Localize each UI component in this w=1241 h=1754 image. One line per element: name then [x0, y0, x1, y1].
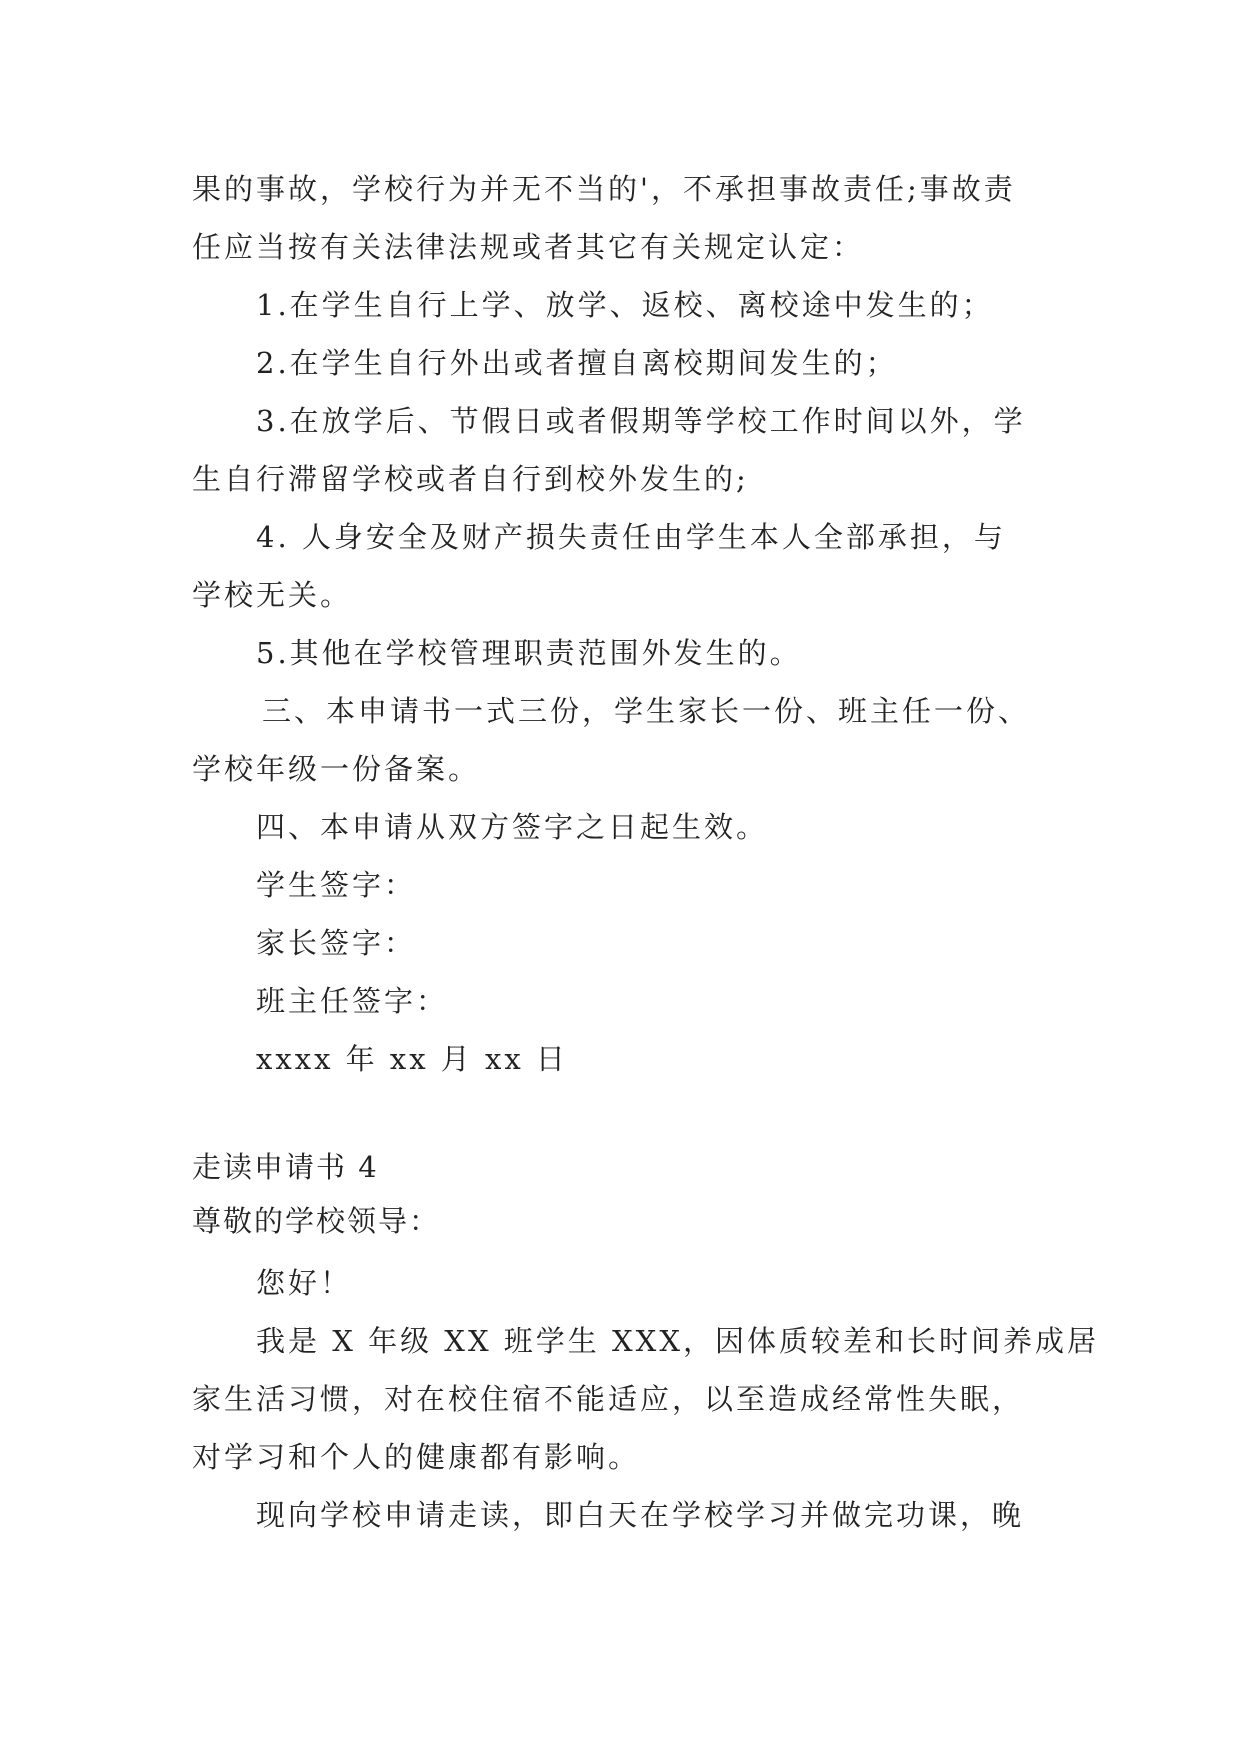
- list-item: 5.其他在学校管理职责范围外发生的。: [256, 636, 802, 670]
- title-gap: [192, 1188, 1052, 1200]
- list-item: 2.在学生自行外出或者擅自离校期间发生的；: [256, 346, 898, 380]
- teacher-signature-label: 班主任签字：: [256, 984, 449, 1018]
- letter-body-line: 对学习和个人的健康都有影响。: [192, 1440, 641, 1474]
- list-item-continuation: 生自行滞留学校或者自行到校外发生的;: [192, 462, 749, 496]
- section-gap: [192, 1088, 1052, 1146]
- section-three-line: 三、本申请书一式三份，学生家长一份、班主任一份、: [262, 694, 1031, 728]
- letter-body-line: 家生活习惯，对在校住宿不能适应，以至造成经常性失眠，: [192, 1382, 1025, 1416]
- signature-date: xxxx 年 xx 月 xx 日: [256, 1042, 568, 1076]
- list-item: 1.在学生自行上学、放学、返校、离校途中发生的；: [256, 288, 994, 322]
- list-item: 3.在放学后、节假日或者假期等学校工作时间以外，学: [256, 404, 1026, 438]
- letter-salutation: 尊敬的学校领导：: [192, 1204, 441, 1238]
- student-signature-label: 学生签字：: [256, 868, 417, 902]
- section-four: 四、本申请从双方签字之日起生效。: [256, 810, 769, 844]
- paragraph-line: 任应当按有关法律法规或者其它有关规定认定：: [192, 230, 865, 264]
- list-item-continuation: 学校无关。: [192, 578, 353, 612]
- section-three-line: 学校年级一份备案。: [192, 752, 481, 786]
- document-page: [192, 160, 1099, 1544]
- salutation-gap: [192, 1242, 1052, 1254]
- list-item: 4. 人身安全及财产损失责任由学生本人全部承担，与: [256, 520, 1006, 554]
- letter-body-line: 现向学校申请走读，即白天在学校学习并做完功课，晚: [256, 1498, 1025, 1532]
- letter-title: 走读申请书 4: [192, 1150, 379, 1184]
- paragraph-line: 果的事故，学校行为并无不当的'，不承担事故责任;事故责: [192, 172, 1016, 206]
- letter-body-line: 我是 X 年级 XX 班学生 XXX，因体质较差和长时间养成居: [256, 1324, 1099, 1358]
- parent-signature-label: 家长签字：: [256, 926, 417, 960]
- letter-greeting: 您好！: [256, 1266, 353, 1300]
